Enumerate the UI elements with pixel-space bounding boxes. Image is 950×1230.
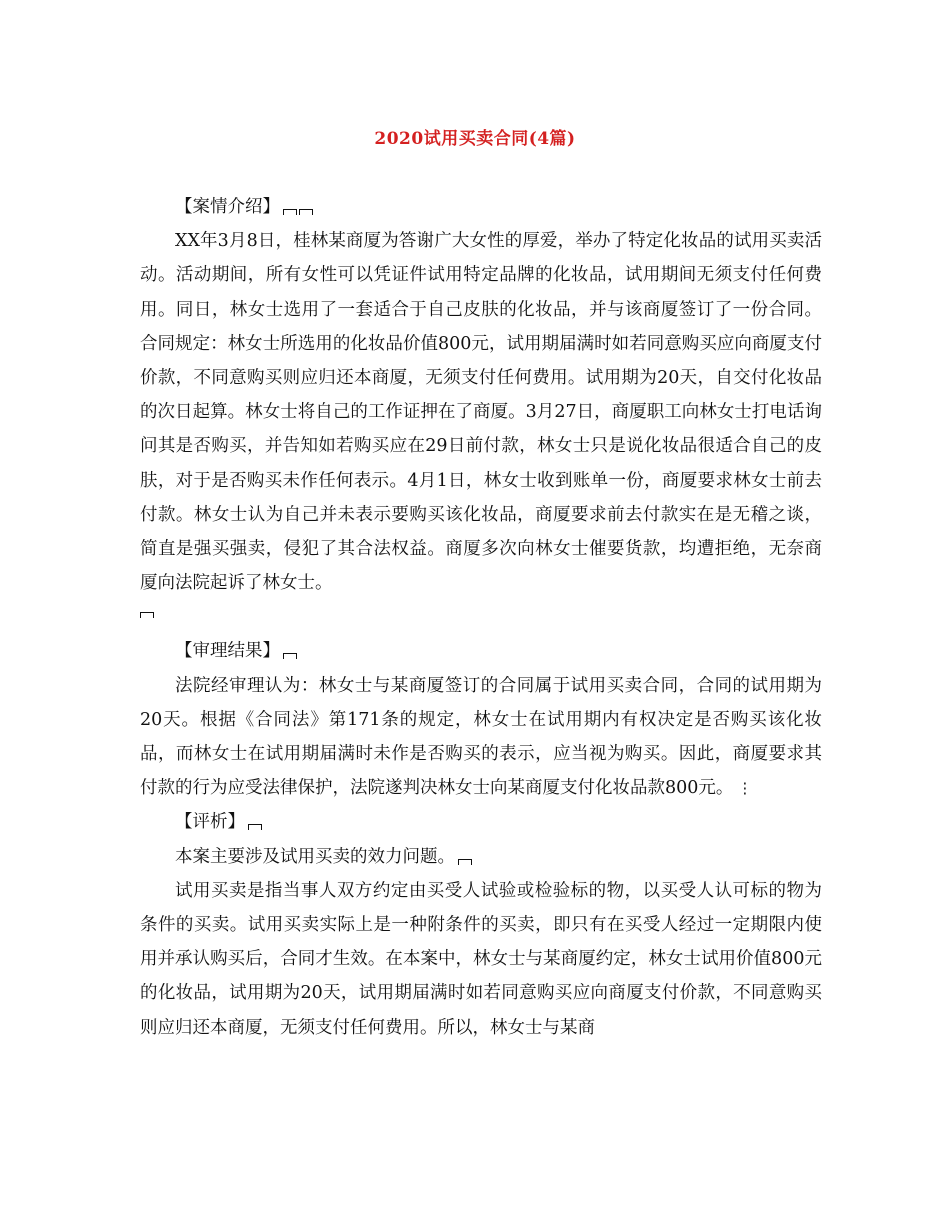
paragraph-mark-icon [140,612,154,618]
case-heading [140,190,822,224]
document-body [140,190,822,1045]
result-trail: ⋮ [737,779,753,798]
result-heading-text: 【审理结果】 [175,641,280,662]
analysis-paragraph-1 [140,840,822,874]
paragraph-mark-icon [458,859,472,865]
document-title: 2020试用买卖合同(4篇) [374,129,576,149]
case-paragraph: XX年3月8日，桂林某商厦为答谢广大女性的厚爱，举办了特定化妆品的试用买卖活动。活动期间，所有女性可以凭证件试用特定品牌的化妆品，试用期间无须支付任何费用。同日，林女士选用了一套适合于自己皮肤的化妆品，并与该商厦签订了一份合同。合同规定：林女士所选用的化妆品价值800元，试用期届满时如若同意购买应向商厦支付价款，不同意购买则应归还本商厦，无须支付任何费用。试用期为20天，自交付化妆品的次日起算。林女士将自己的工作证押在了商厦。3月27日，商厦职工向林女士打电话询问其是否购买，并告知如若购买应在29日前付款，林女士只是说化妆品很适合自己的皮肤，对于是否购买未作任何表示。4月1日，林女士收到账单一份，商厦要求林女士前去付款。林女士认为自己并未表示要购买该化妆品，商厦要求前去付款实在是无稽之谈，简直是强买强卖，侵犯了其合法权益。商厦多次向林女士催要货款，均遭拒绝，无奈商厦向法院起诉了林女士。 [140,231,822,594]
paragraph-mark-icon [283,209,297,215]
paragraph-mark-icon [283,653,297,659]
result-paragraph [140,669,822,806]
result-paragraph-text: 法院经审理认为：林女士与某商厦签订的合同属于试用买卖合同，合同的试用期为20天。根据《合同法》第171条的规定，林女士在试用期内有权决定是否购买该化妆品，而林女士在试用期届满时未作是否购买的表示，应当视为购买。因此，商厦要求其付款的行为应受法律保护，法院遂判决林女士向某商厦支付化妆品款800元。 [140,675,822,799]
result-heading [140,634,822,668]
paragraph-mark-icon [248,824,262,830]
analysis-paragraph-1-text: 本案主要涉及试用买卖的效力问题。 [175,846,455,867]
analysis-heading [140,805,822,839]
analysis-paragraph-2: 试用买卖是指当事人双方约定由买受人试验或检验标的物，以买受人认可标的物为条件的买卖。试用买卖实际上是一种附条件的买卖，即只有在买受人经过一定期限内使用并承认购买后，合同才生效。在本案中，林女士与某商厦约定，林女士试用价值800元的化妆品，试用期为20天，试用期届满时如若同意购买应向商厦支付价款，不同意购买则应归还本商厦，无须支付任何费用。所以，林女士与某商 [140,880,822,1038]
paragraph-break [140,600,822,634]
paragraph-mark-icon [299,209,313,215]
analysis-heading-text: 【评析】 [175,812,245,833]
case-heading-text: 【案情介绍】 [175,197,280,217]
